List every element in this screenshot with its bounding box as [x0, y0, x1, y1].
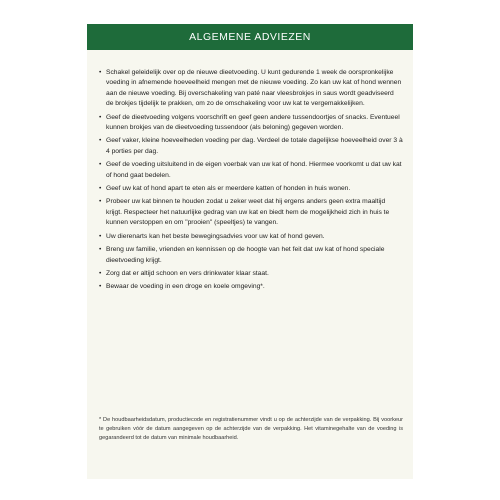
advice-text: Bewaar de voeding in een droge en koele omgeving*.: [106, 283, 265, 291]
bullet-icon: •: [99, 161, 102, 169]
advice-item-keep-indoors: [99, 197, 403, 228]
advice-list: [99, 68, 403, 293]
bullet-icon: •: [99, 198, 102, 206]
advice-text: Uw dierenarts kan het beste bewegingsadvies voor uw kat of hond geven.: [106, 232, 325, 240]
advice-item-gradual-switch: [99, 68, 403, 110]
advice-text: Schakel geleidelijk over op de nieuwe dieetvoeding. U kunt gedurende 1 week de oorspronkelijke voeding in afnemende hoeveelheid mengen met de nieuwe voeding. Zo kan uw kat of hond wennen aan de nieuwe voeding. Bij overschakeling van paté naar vleesbrokjes in saus wordt geadviseerd de brokjes tijdelijk te prakken, om zo de omschakeling voor uw kat te vergemakkelijken.: [106, 69, 402, 108]
advice-item-small-portions: [99, 136, 403, 157]
footnote: * De houdbaarheidsdatum, productiecode en registratienummer vindt u op de achterzijde van de verpakking. Bij voorkeur te gebruiken vóór de datum aangegeven op de achterzijde van de verpakking. Het vitaminegehalte van de voeding is gegarandeerd tot de datum van minimale houdbaarheid.: [99, 417, 403, 441]
bullet-icon: •: [99, 232, 102, 240]
bullet-icon: •: [99, 269, 102, 277]
leaflet-page: [87, 24, 413, 479]
advice-item-own-bowl: [99, 160, 403, 181]
advice-text: Geef uw kat of hond apart te eten als er meerdere katten of honden in huis wonen.: [106, 185, 351, 193]
bullet-icon: •: [99, 113, 102, 121]
advice-text: Geef vaker, kleine hoeveelheden voeding per dag. Verdeel de totale dagelijkse hoeveelheid over 3 à 4 porties per dag.: [106, 137, 403, 155]
advice-item-fresh-water: [99, 269, 403, 279]
advice-item-inform-family: [99, 245, 403, 266]
advice-item-storage: [99, 282, 403, 292]
bullet-icon: •: [99, 69, 102, 76]
page-title: ALGEMENE ADVIEZEN: [189, 31, 311, 43]
advice-text: Breng uw familie, vrienden en kennissen op de hoogte van het feit dat uw kat of hond speciale dieetvoeding krijgt.: [106, 246, 385, 264]
advice-item-feed-separately: [99, 184, 403, 194]
advice-text: Geef de voeding uitsluitend in de eigen voerbak van uw kat of hond. Hiermee voorkomt u dat uw kat of hond gaat bedelen.: [106, 161, 402, 179]
bullet-icon: •: [99, 283, 102, 291]
advice-text: Geef de dieetvoeding volgens voorschrift en geef geen andere tussendoortjes of snacks. Eventueel kunnen brokjes van de dieetvoeding tussendoor (als beloning) gegeven worden.: [106, 113, 400, 132]
advice-text: Probeer uw kat binnen te houden zodat u zeker weet dat hij ergens anders geen extra maaltijd krijgt. Respecteer het natuurlijke gedrag van uw kat en biedt hem de mogelijkheid zich in huis te kunnen verstoppen en om "prooien" (speeltjes) te vangen.: [106, 198, 390, 227]
bullet-icon: •: [99, 185, 102, 193]
advice-text: Zorg dat er altijd schoon en vers drinkwater klaar staat.: [106, 269, 269, 277]
header-bar: [87, 24, 413, 50]
bullet-icon: •: [99, 137, 102, 145]
advice-content: [99, 68, 403, 296]
advice-item-exercise-advice: [99, 232, 403, 242]
bullet-icon: •: [99, 246, 102, 254]
advice-item-no-snacks: [99, 113, 403, 134]
